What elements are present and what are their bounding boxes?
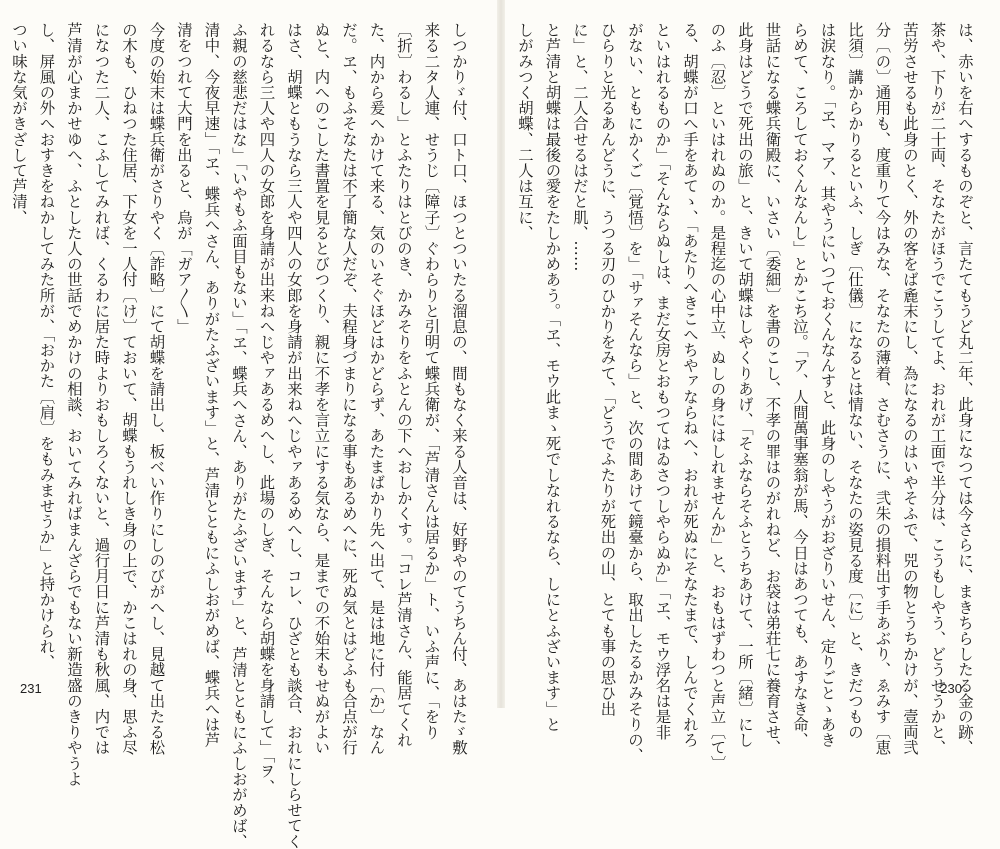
text-column: 今度の始末は蝶兵衛がさりやく〔詐略〕にて胡蝶を請出し、板べい作りにしのびがへし、見越て出たる松	[147, 22, 166, 756]
text-column: 比須〕講からかりるといふ、しぎ〔仕儀〕になるとは情ない、そなたの姿見る度〔に〕と、きだつもの	[846, 22, 864, 740]
text-column: つい味な気がきざして芦清、	[10, 22, 28, 225]
text-column: といはれるものか」「そんならぬしは、まだ女房とおもつてはゐさつしやらぬか」「ヱ、モウ浮名は是非	[653, 22, 672, 740]
text-column: 苦労させるも此身のとく、外の客をば麁末にし、為になるのはいやそふで、兕の物とうちかけが、壹両弐	[901, 22, 919, 756]
text-column: る、胡蝶が口へ手をあてゝ、「あたりへきこへちやァならねへ、おれが死ぬにそなたまで、しんでくれろ	[681, 22, 699, 748]
text-column: 世話になる蝶兵衛殿に、いさい〔委細〕を書のこし、不孝の罪はのがれねど、お袋は弟荘七に養育させ、	[763, 22, 782, 756]
text-column: に」と、二人合せるはだと肌、……	[571, 22, 589, 272]
text-column: 清をつれて大門を出ると、烏が「ガア〳〵」	[175, 22, 193, 334]
text-column: は涙なり。「ヱ、マア、其やうにいつておくんなんすと、此身のしやうがおざりいせん、定りごとゝあき	[818, 22, 837, 748]
text-column: た、内から爰へかけて来る、気のいそぐほどはかどらず、あたまばかり先へ出て、是は地に付〔か〕なん	[367, 22, 386, 756]
text-column: 芦清が心まかせゆへ、ふとした人の世話でめかけの相談、おいてみればまんざらでもない新造盛のきりやうよ	[65, 22, 83, 787]
text-column: がない、ともにかくご〔覚悟〕を」「サァそんなら」と、次の間あけて鏡臺から、取出したるかみそりの、	[626, 22, 644, 764]
text-column: 此身はどうで死出の旅」と、きいて胡蝶はしやくりあげ、「そふならそふとうちあけて、一所〔緒〕にし	[736, 22, 754, 748]
text-column: 〔折〕わるし」とふたりはとびのき、かみそりをふとんの下へおしかくす。「コレ芦清さん、能居てくれ	[395, 22, 413, 748]
text-column: 分〔の〕通用も、度重りて今はみな、そなたの薄着、さむさうに、弐朱の損料出す手あぶり、ゑみす〔恵	[873, 22, 892, 756]
page-number-right: 230	[940, 681, 962, 696]
text-column: し、屏風の外へおすきをねかしてみた所が、「おかた〔肩〕をもみませうか」と持かけられ、	[37, 22, 56, 670]
text-column: ふ親の慈悲だはな」「いやもふ面目もない」「ヱ、蝶兵へさん、ありがたふざいます」と、芦清とともにふしおがめば、	[230, 22, 248, 849]
text-column: しがみつく胡蝶、二人は互に、	[516, 22, 534, 241]
text-column: の木も、ひねつた住居、下女を一人付〔け〕ておいて、胡蝶もうれしき身の上で、かこはれの身、思ふ尽	[120, 22, 138, 756]
text-column: だ。ヱ、もふそなたは不了簡な人だぞ、夫程身づまりになる事もあるめへに、死ぬ気とはどふも合点が行	[340, 22, 358, 756]
text-column: 茶や、下りが二十両、そなたがほうでこうしてよ、おれが工面で半分は、こうもしやう、どうせうかと、	[928, 22, 947, 756]
text-column: ぬと、内へのこした書置を見るとびつくり、親に不孝を言立にする気なら、是までの不始末もせぬがよい	[312, 22, 331, 756]
text-column: と芦清と胡蝶は最後の愛をたしかめあう。「ヱ、モウ此まゝ死でしなれるなら、しにとふざいます」と	[543, 22, 562, 732]
text-column: になつた二人、こふしてみれば、くるわに居た時よりおもしろくないと、過行月日に芦清も秋風、内では	[92, 22, 111, 756]
text-column: らめて、ころしておくんなんし」とかこち泣。「ア、人間萬事塞翁が馬、今日はあつても、あすなき命、	[791, 22, 809, 748]
right-page	[502, 0, 1000, 771]
text-column: 清中、今夜早速」「ヱ、蝶兵へさん、ありがたふざいます」と、芦清とともにふしおがめば、蝶兵へは芦	[202, 22, 221, 748]
text-column: ひらりと光るあんどうに、うつる刃のひかりをみて、「どうでふたりが死出の山、とても事の思ひ出	[598, 22, 617, 717]
text-column: しつかりゞ付、口ト口、ほつとついたる溜息の、間もなく来る人音は、好野やのてうちん付、あはたゞ敷	[450, 22, 468, 756]
page-number-left: 231	[20, 681, 42, 696]
text-column: のふ〔忍〕といはれぬのか。是程迄の心中立、ぬしの身にはしれませんか」と、おもはずわつと声立〔て〕	[708, 22, 727, 771]
text-column: はさ、胡蝶ともうなら三人や四人の女郎を身請が出来ねへじやァあるめへし、コレ、ひざとも談合、おれにしらせてく	[285, 22, 303, 849]
text-column: れるなら三人や四人の女郎を身請が出来ねへじやァあるめへし、此場のしぎ、そんなら胡蝶を身請して」「ヲ、	[257, 22, 276, 795]
text-column: は、赤いを右へするものぞと、言たてもうど丸二年、此身になつては今さらに、まきちらしたる金の跡、	[956, 22, 974, 756]
text-column: 来る二タ人連、せうじ〔障子〕ぐわらりと引明て蝶兵衛が、「芦清さんは居るか」ト、いふ声に、「をり	[422, 22, 441, 740]
